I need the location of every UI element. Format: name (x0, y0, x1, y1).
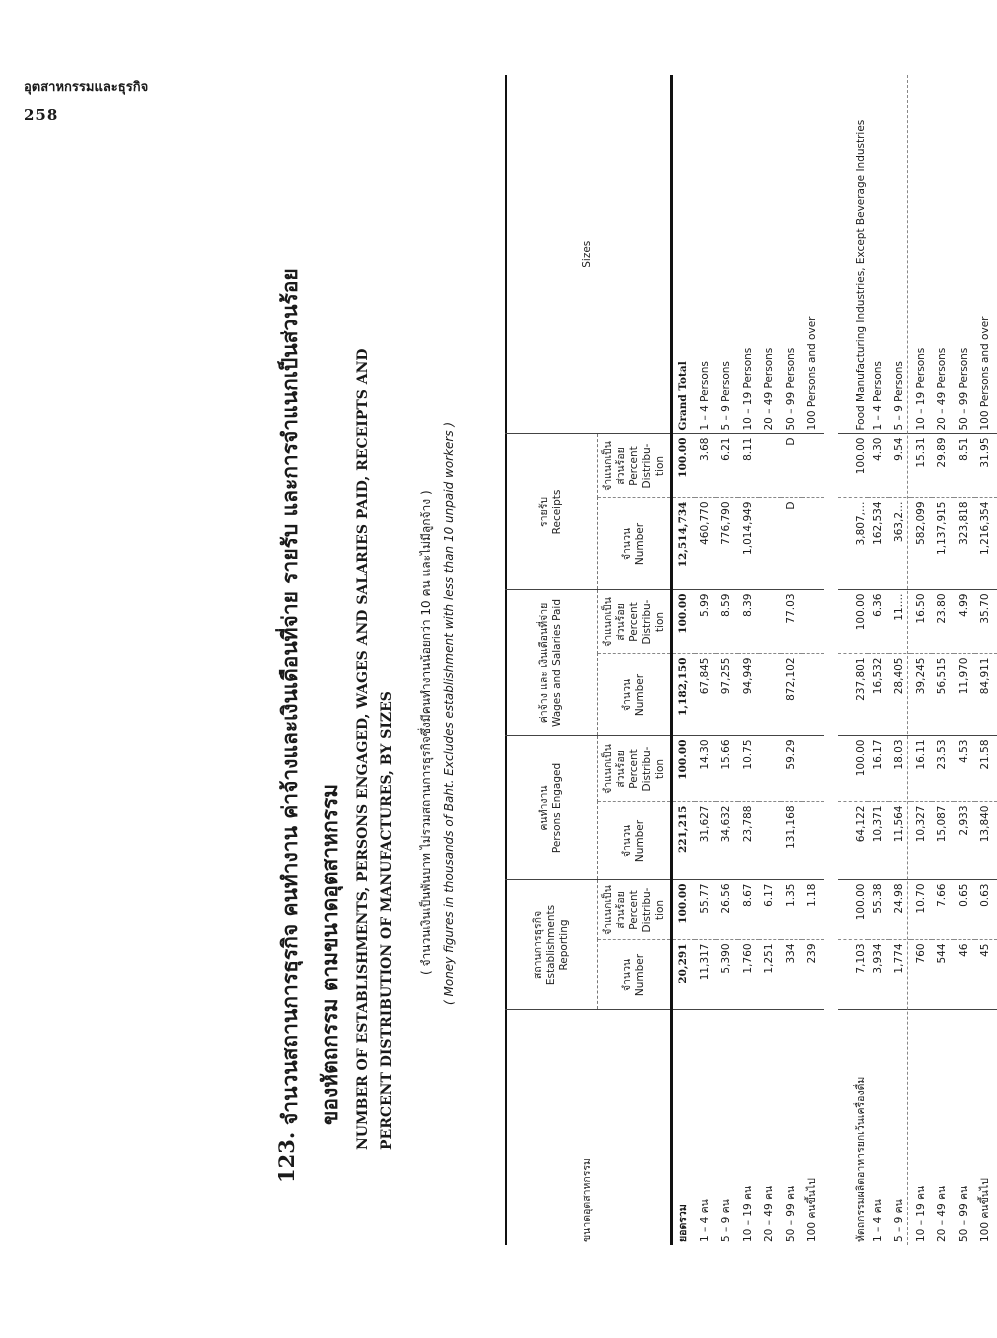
cell-number: 363,2… (889, 498, 911, 590)
cell-number: 334 (781, 940, 803, 1010)
cell-percent: 18.03 (889, 736, 911, 802)
cell-percent: 55.38 (868, 880, 890, 940)
cell-percent: 0.65 (954, 880, 976, 940)
row-label-english: 1 – 4 Persons (868, 75, 890, 434)
cell-percent: 77.03 (781, 590, 803, 654)
table-row (738, 75, 760, 1245)
row-label-english: 100 Persons and over (802, 75, 824, 434)
row-label-english: 10 – 19 Persons (738, 75, 760, 434)
cell-percent (802, 736, 824, 802)
cell-percent: 9.54 (889, 434, 911, 498)
cell-percent: 100.00 (838, 880, 868, 940)
cell-percent (759, 434, 781, 498)
row-label-english: 5 – 9 Persons (716, 75, 738, 434)
cell-percent: 6.17 (759, 880, 781, 940)
cell-percent: 4.99 (954, 590, 976, 654)
table-row (781, 75, 803, 1245)
cell-number: 20,291 (672, 940, 695, 1010)
running-header: อุตสาหกรรมและธุรกิจ (24, 80, 149, 95)
cell-number: 7,103 (838, 940, 868, 1010)
row-label-thai: 10 – 19 คน (911, 1010, 933, 1245)
row-label-english: 10 – 19 Persons (911, 75, 933, 434)
cell-percent: 23.80 (932, 590, 954, 654)
cell-percent: 100.00 (672, 590, 695, 654)
cell-number: 31,627 (695, 802, 717, 880)
cell-percent: 14.30 (695, 736, 717, 802)
cell-number (759, 802, 781, 880)
cell-percent: 100.00 (672, 880, 695, 940)
cell-number: 323,818 (954, 498, 976, 590)
column-header-sizes-english: Sizes (505, 75, 672, 434)
row-label-english: 20 – 49 Persons (759, 75, 781, 434)
row-label-thai: 1 – 4 คน (695, 1010, 717, 1245)
table-row (802, 75, 824, 1245)
page-number: 258 (24, 106, 59, 124)
group-header-establishments: สถานการธุรกิจ Establishments Reporting (505, 880, 598, 1010)
cell-number (802, 654, 824, 736)
cell-percent: 55.77 (695, 880, 717, 940)
cell-percent: 1.18 (802, 880, 824, 940)
cell-percent: 8.39 (738, 590, 760, 654)
title-english-line1: NUMBER OF ESTABLISHMENTS, PERSONS ENGAGED, WAGES AND SALARIES PAID, RECEIPTS AND (355, 348, 371, 1150)
cell-number: 84,911 (975, 654, 997, 736)
row-label-english: 5 – 9 Persons (889, 75, 911, 434)
cell-number: 460,770 (695, 498, 717, 590)
cell-percent: 6.21 (716, 434, 738, 498)
statistics-table (505, 75, 997, 1245)
cell-number: 39,245 (911, 654, 933, 736)
cell-percent: D (781, 434, 803, 498)
cell-number: 239 (802, 940, 824, 1010)
cell-percent: 10.70 (911, 880, 933, 940)
row-label-thai: 5 – 9 คน (889, 1010, 911, 1245)
cell-number: 131,168 (781, 802, 803, 880)
group-header-receipts: รายรับ Receipts (505, 434, 598, 590)
cell-number: 776,790 (716, 498, 738, 590)
cell-number: 1,137,915 (932, 498, 954, 590)
cell-number (802, 498, 824, 590)
cell-percent (802, 590, 824, 654)
cell-percent: 35.70 (975, 590, 997, 654)
cell-percent: 24.98 (889, 880, 911, 940)
cell-percent: 15.66 (716, 736, 738, 802)
row-label-thai: 20 – 49 คน (932, 1010, 954, 1245)
cell-number: 64,122 (838, 802, 868, 880)
table-row (975, 75, 997, 1245)
cell-number: 1,251 (759, 940, 781, 1010)
cell-percent: 59.29 (781, 736, 803, 802)
cell-number (802, 802, 824, 880)
cell-percent: 100.00 (838, 590, 868, 654)
cell-number: 872,102 (781, 654, 803, 736)
cell-number: 10,327 (911, 802, 933, 880)
cell-percent: 29.89 (932, 434, 954, 498)
cell-percent: 15.31 (911, 434, 933, 498)
row-label-english: Food Manufacturing Industries, Except Beverage Industries (838, 75, 868, 434)
rotated-table-page (270, 75, 991, 1245)
cell-percent: 16.50 (911, 590, 933, 654)
subheader-percent: จำแนกเป็น ส่วนร้อย Percent Distribu- tion (598, 880, 672, 940)
subheader-percent: จำแนกเป็น ส่วนร้อย Percent Distribu- tion (598, 590, 672, 654)
cell-number: 45 (975, 940, 997, 1010)
cell-percent: 7.66 (932, 880, 954, 940)
row-label-english: Grand Total (672, 75, 695, 434)
cell-number: 1,216,354 (975, 498, 997, 590)
cell-number: D (781, 498, 803, 590)
title-english-line2: PERCENT DISTRIBUTION OF MANUFACTURES, BY SIZES (379, 691, 395, 1150)
cell-percent: 0.63 (975, 880, 997, 940)
table-row (759, 75, 781, 1245)
subheader-number: จำนวน Number (598, 940, 672, 1010)
cell-percent: 8.11 (738, 434, 760, 498)
cell-number: 1,014,949 (738, 498, 760, 590)
section-row (838, 75, 868, 1245)
cell-number (759, 654, 781, 736)
cell-percent (759, 590, 781, 654)
cell-number: 2,933 (954, 802, 976, 880)
cell-percent: 10.75 (738, 736, 760, 802)
row-label-english: 50 – 99 Persons (781, 75, 803, 434)
row-label-thai: 5 – 9 คน (716, 1010, 738, 1245)
table-row (932, 75, 954, 1245)
cell-percent: 31.95 (975, 434, 997, 498)
cell-number: 10,371 (868, 802, 890, 880)
cell-number: 3,934 (868, 940, 890, 1010)
cell-number: 12,514,734 (672, 498, 695, 590)
cell-percent: 26.56 (716, 880, 738, 940)
row-label-english: 20 – 49 Persons (932, 75, 954, 434)
row-label-thai: 50 – 99 คน (781, 1010, 803, 1245)
table-bottom-rule (907, 75, 908, 1245)
cell-number: 34,632 (716, 802, 738, 880)
note-english: ( Money figures in thousands of Baht. Excludes establishment with less than 10 unpaid workers ) (442, 421, 456, 1005)
subheader-number: จำนวน Number (598, 654, 672, 736)
cell-number: 237,801 (838, 654, 868, 736)
cell-number: 56,515 (932, 654, 954, 736)
cell-number: 1,182,150 (672, 654, 695, 736)
row-label-english: 50 – 99 Persons (954, 75, 976, 434)
cell-percent: 8.51 (954, 434, 976, 498)
cell-number: 67,845 (695, 654, 717, 736)
table-row (911, 75, 933, 1245)
row-label-thai: ยอดรวม (672, 1010, 695, 1245)
cell-number: 13,840 (975, 802, 997, 880)
cell-number: 162,534 (868, 498, 890, 590)
cell-percent: 16.17 (868, 736, 890, 802)
cell-percent (802, 434, 824, 498)
table-row (954, 75, 976, 1245)
row-label-thai: 100 คนขึ้นไป (802, 1010, 824, 1245)
cell-percent: 6.36 (868, 590, 890, 654)
cell-number: 97,255 (716, 654, 738, 736)
table-number: 123. (274, 1131, 299, 1183)
row-label-thai: 20 – 49 คน (759, 1010, 781, 1245)
cell-percent: 1.35 (781, 880, 803, 940)
cell-percent: 3.68 (695, 434, 717, 498)
cell-percent: 100.00 (838, 434, 868, 498)
cell-number: 15,087 (932, 802, 954, 880)
row-label-english: 1 – 4 Persons (695, 75, 717, 434)
title-thai-line1: จำนวนสถานการธุรกิจ คนทำงาน ค่าจ้างและเงินเดือนที่จ่าย รายรับ และการจำแนกเป็นส่วนร้อย (277, 268, 302, 1125)
row-label-thai: 10 – 19 คน (738, 1010, 760, 1245)
cell-percent: 4.30 (868, 434, 890, 498)
cell-number: 221,215 (672, 802, 695, 880)
cell-number: 94,949 (738, 654, 760, 736)
row-label-thai: 50 – 99 คน (954, 1010, 976, 1245)
cell-percent: 4.53 (954, 736, 976, 802)
group-header-wages: ค่าจ้าง และ เงินเดือนที่จ่าย Wages and Salaries Paid (505, 590, 598, 736)
title-thai-line2: ของหัตถกรรม ตามขนาดอุตสาหกรรม (317, 783, 342, 1125)
cell-number: 1,774 (889, 940, 911, 1010)
cell-number: 23,788 (738, 802, 760, 880)
table-row (716, 75, 738, 1245)
row-label-thai: หัตถกรรมผลิตอาหารยกเว้นเครื่องดื่ม (838, 1010, 868, 1245)
cell-percent: 21.58 (975, 736, 997, 802)
row-label-thai: 1 – 4 คน (868, 1010, 890, 1245)
cell-percent: 100.00 (672, 736, 695, 802)
cell-number: 11,317 (695, 940, 717, 1010)
cell-percent: 5.99 (695, 590, 717, 654)
cell-number: 582,099 (911, 498, 933, 590)
cell-percent: 8.59 (716, 590, 738, 654)
cell-number: 5,390 (716, 940, 738, 1010)
cell-percent: 11.… (889, 590, 911, 654)
table-row (868, 75, 890, 1245)
spacer-row (824, 75, 838, 1245)
cell-number: 1,760 (738, 940, 760, 1010)
row-label-english: 100 Persons and over (975, 75, 997, 434)
table-row (695, 75, 717, 1245)
cell-number: 16,532 (868, 654, 890, 736)
subheader-percent: จำแนกเป็น ส่วนร้อย Percent Distribu- tion (598, 434, 672, 498)
cell-number: 11,564 (889, 802, 911, 880)
cell-percent (759, 736, 781, 802)
table-title-block (270, 75, 505, 1245)
subheader-number: จำนวน Number (598, 498, 672, 590)
cell-number: 46 (954, 940, 976, 1010)
column-header-sizes-thai: ขนาดอุตสาหกรรม (505, 1010, 672, 1245)
note-thai: ( จำนวนเงินเป็นพันบาท ไม่รวมสถานการธุรกิจซึ่งมีคนทำงานน้อยกว่า 10 คน และไม่มีลูกจ้าง ) (419, 490, 433, 975)
total-row (672, 75, 695, 1245)
row-label-thai: 100 คนขึ้นไป (975, 1010, 997, 1245)
cell-number: 760 (911, 940, 933, 1010)
cell-percent: 100.00 (838, 736, 868, 802)
cell-percent: 8.67 (738, 880, 760, 940)
cell-number: 28,405 (889, 654, 911, 736)
cell-number (759, 498, 781, 590)
cell-percent: 100.00 (672, 434, 695, 498)
subheader-percent: จำแนกเป็น ส่วนร้อย Percent Distribu- tion (598, 736, 672, 802)
cell-number: 11,970 (954, 654, 976, 736)
cell-percent: 16.11 (911, 736, 933, 802)
group-header-persons: คนทำงาน Persons Engaged (505, 736, 598, 880)
table-body (672, 75, 997, 1245)
subheader-number: จำนวน Number (598, 802, 672, 880)
cell-number: 3,807,… (838, 498, 868, 590)
cell-number: 544 (932, 940, 954, 1010)
cell-percent: 23.53 (932, 736, 954, 802)
